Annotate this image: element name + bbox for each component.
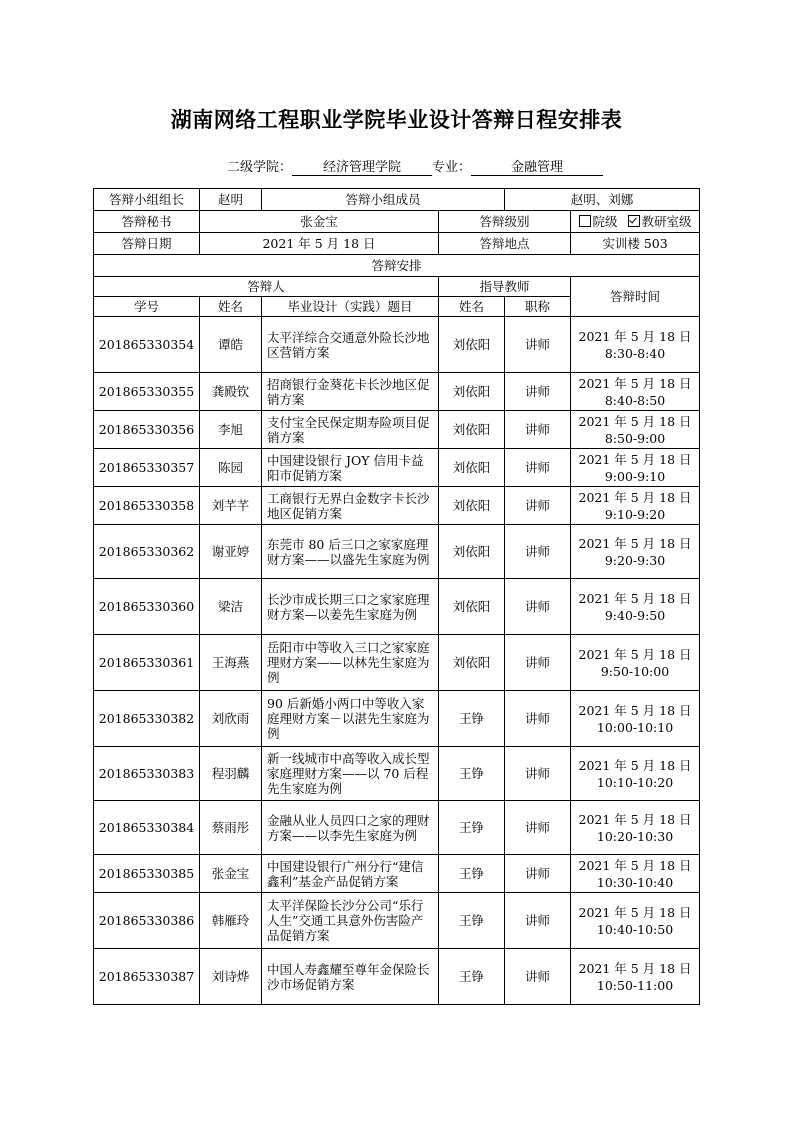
defense-time [571,691,700,747]
defense-date: 2021 年 5 月 18 日 [578,811,692,827]
project-topic: 中国建设银行 JOY 信用卡益阳市促销方案 [262,449,439,487]
teacher-name: 刘依阳 [439,449,505,487]
student-id: 201865330361 [94,635,200,691]
student-name: 韩雁玲 [200,893,262,949]
defense-date: 2021 年 5 月 18 日 [578,646,692,662]
project-topic: 中国建设银行广州分行“建信鑫利”基金产品促销方案 [262,855,439,893]
defense-date: 2021 年 5 月 18 日 [578,489,692,505]
defense-date: 2021 年 5 月 18 日 [578,904,692,920]
teacher-name: 刘依阳 [439,635,505,691]
level-option1-checkbox[interactable] [579,215,591,227]
defense-time [571,635,700,691]
defense-time [571,373,700,411]
student-name: 李旭 [200,411,262,449]
defense-time [571,855,700,893]
teacher-name: 刘依阳 [439,411,505,449]
major-label: 专业： [432,160,472,175]
defense-date: 2021 年 5 月 18 日 [578,328,692,344]
defense-date: 2021 年 5 月 18 日 [578,960,692,976]
teacher-name: 刘依阳 [439,579,505,635]
student-name: 刘诗烨 [200,949,262,1005]
student-name: 张金宝 [200,855,262,893]
schedule-table [93,188,700,1005]
teacher-title: 讲师 [505,487,571,525]
time-header: 答辩时间 [571,277,700,317]
secretary-label: 答辩秘书 [94,211,200,233]
secretary-value: 张金宝 [200,211,439,233]
teacher-title: 讲师 [505,801,571,855]
header-line [227,156,603,176]
student-id: 201865330387 [94,949,200,1005]
student-name: 谭皓 [200,317,262,373]
defense-slot: 10:50-11:00 [596,977,674,993]
defense-time [571,893,700,949]
teacher-title: 讲师 [505,691,571,747]
student-name: 刘欣雨 [200,691,262,747]
defense-date: 2021 年 5 月 18 日 [578,535,692,551]
level-option1-label: 院级 [592,214,618,229]
defense-date: 2021 年 5 月 18 日 [578,375,692,391]
teacher-name: 王铮 [439,893,505,949]
place-label: 答辩地点 [439,233,571,255]
defense-date: 2021 年 5 月 18 日 [578,590,692,606]
defense-slot: 10:40-10:50 [596,921,674,937]
student-id: 201865330386 [94,893,200,949]
table-row [94,411,700,449]
date-value: 2021 年 5 月 18 日 [200,233,439,255]
col-header-name: 姓名 [200,297,262,317]
defense-time [571,449,700,487]
student-name: 谢亚婷 [200,525,262,579]
project-topic: 90 后新婚小两口中等收入家庭理财方案－以湛先生家庭为例 [262,691,439,747]
project-topic: 长沙市成长期三口之家家庭理财方案—以姜先生家庭为例 [262,579,439,635]
teacher-title: 讲师 [505,411,571,449]
defense-slot: 8:40-8:50 [604,392,666,408]
date-label: 答辩日期 [94,233,200,255]
table-row [94,449,700,487]
student-id: 201865330356 [94,411,200,449]
members-value: 赵明、刘娜 [505,189,700,211]
defense-time [571,579,700,635]
defense-slot: 9:40-9:50 [604,607,666,623]
student-id: 201865330360 [94,579,200,635]
teacher-name: 王铮 [439,747,505,801]
teacher-name: 王铮 [439,855,505,893]
teacher-title: 讲师 [505,893,571,949]
level-option2-checkbox[interactable] [628,215,640,227]
leader-label: 答辩小组组长 [94,189,200,211]
table-row [94,747,700,801]
defense-slot: 10:10-10:20 [596,774,674,790]
teacher-title: 讲师 [505,949,571,1005]
student-id: 201865330358 [94,487,200,525]
defense-date: 2021 年 5 月 18 日 [578,451,692,467]
defense-time [571,949,700,1005]
level-label: 答辩级别 [439,211,571,233]
defense-slot: 8:30-8:40 [604,345,666,361]
defense-date: 2021 年 5 月 18 日 [578,757,692,773]
project-topic: 金融从业人员四口之家的理财方案——以李先生家庭为例 [262,801,439,855]
teacher-name: 刘依阳 [439,373,505,411]
teacher-name: 王铮 [439,949,505,1005]
teacher-name: 刘依阳 [439,487,505,525]
teacher-name: 刘依阳 [439,317,505,373]
table-row [94,855,700,893]
table-row [94,801,700,855]
project-topic: 岳阳市中等收入三口之家家庭理财方案——以林先生家庭为例 [262,635,439,691]
table-row [94,487,700,525]
advisor-header: 指导教师 [439,277,571,297]
student-name: 蔡雨彤 [200,801,262,855]
teacher-title: 讲师 [505,373,571,411]
student-id: 201865330357 [94,449,200,487]
teacher-title: 讲师 [505,449,571,487]
student-name: 龚殿钦 [200,373,262,411]
project-topic: 支付宝全民保定期寿险项目促销方案 [262,411,439,449]
student-id: 201865330354 [94,317,200,373]
student-id: 201865330382 [94,691,200,747]
student-name: 梁洁 [200,579,262,635]
college-label: 二级学院： [227,160,293,175]
col-header-id: 学号 [94,297,200,317]
student-name: 陈园 [200,449,262,487]
defense-time [571,487,700,525]
student-id: 201865330385 [94,855,200,893]
defense-date: 2021 年 5 月 18 日 [578,702,692,718]
student-id: 201865330384 [94,801,200,855]
defense-date: 2021 年 5 月 18 日 [578,857,692,873]
project-topic: 中国人寿鑫耀至尊年金保险长沙市场促销方案 [262,949,439,1005]
project-topic: 招商银行金葵花卡长沙地区促销方案 [262,373,439,411]
student-name: 刘芊芊 [200,487,262,525]
project-topic: 东莞市 80 后三口之家家庭理财方案——以盛先生家庭为例 [262,525,439,579]
table-row [94,893,700,949]
col-header-title: 职称 [505,297,571,317]
teacher-name: 王铮 [439,801,505,855]
student-id: 201865330362 [94,525,200,579]
table-row [94,579,700,635]
project-topic: 工商银行无界白金数字卡长沙地区促销方案 [262,487,439,525]
defense-slot: 10:00-10:10 [596,719,674,735]
defense-time [571,525,700,579]
project-topic: 新一线城市中高等收入成长型家庭理财方案——以 70 后程先生家庭为例 [262,747,439,801]
teacher-title: 讲师 [505,855,571,893]
table-row [94,691,700,747]
teacher-name: 王铮 [439,691,505,747]
project-topic: 太平洋保险长沙分公司“乐行人生”交通工具意外伤害险产品促销方案 [262,893,439,949]
college-value: 经济管理学院 [292,156,432,176]
teacher-title: 讲师 [505,525,571,579]
defense-slot: 9:00-9:10 [604,468,666,484]
defense-time [571,317,700,373]
teacher-name: 刘依阳 [439,525,505,579]
col-header-teacher-name: 姓名 [439,297,505,317]
student-name: 王海燕 [200,635,262,691]
teacher-title: 讲师 [505,747,571,801]
leader-value: 赵明 [200,189,262,211]
place-value: 实训楼 503 [571,233,700,255]
teacher-title: 讲师 [505,635,571,691]
defense-slot: 9:20-9:30 [604,552,666,568]
teacher-title: 讲师 [505,317,571,373]
respondent-header: 答辩人 [94,277,439,297]
table-row [94,317,700,373]
defense-time [571,411,700,449]
defense-slot: 9:50-10:00 [600,663,670,679]
defense-slot: 8:50-9:00 [604,430,666,446]
student-name: 程羽麟 [200,747,262,801]
defense-slot: 9:10-9:20 [604,506,666,522]
defense-time [571,747,700,801]
defense-time [571,801,700,855]
table-row [94,949,700,1005]
table-row [94,635,700,691]
major-value: 金融管理 [471,156,603,176]
level-option2-label: 教研室级 [641,214,692,229]
teacher-title: 讲师 [505,579,571,635]
defense-slot: 10:30-10:40 [596,874,674,890]
student-id: 201865330383 [94,747,200,801]
table-row [94,525,700,579]
student-id: 201865330355 [94,373,200,411]
level-options [571,211,700,233]
defense-slot: 10:20-10:30 [596,828,674,844]
col-header-topic: 毕业设计（实践）题目 [262,297,439,317]
page-title: 湖南网络工程职业学院毕业设计答辩日程安排表 [170,108,623,132]
defense-date: 2021 年 5 月 18 日 [578,413,692,429]
table-row [94,373,700,411]
members-label: 答辩小组成员 [262,189,505,211]
project-topic: 太平洋综合交通意外险长沙地区营销方案 [262,317,439,373]
section-title: 答辩安排 [94,255,700,277]
